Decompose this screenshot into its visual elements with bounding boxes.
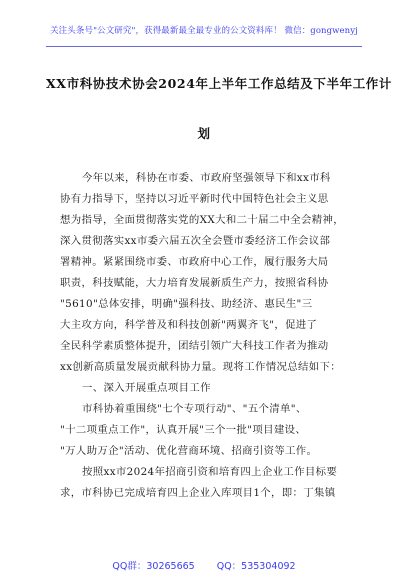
body-line: 深入贯彻落实xx市委六届五次全会暨市委经济工作会议部 xyxy=(60,235,331,247)
document-title-line-1: XX市科协技术协会2024年上半年工作总结及下半年工作计 xyxy=(46,76,392,91)
body-line: 想为指导，全面贯彻落实党的XX大和二十届二中全会精神， xyxy=(60,214,345,226)
body-line: 大主攻方向，科学普及和科技创新"两翼齐飞"，促进了 xyxy=(60,319,318,331)
header-divider xyxy=(46,46,362,47)
body-line: 协有力指导下，坚持以习近平新时代中国特色社会主义思 xyxy=(60,193,329,205)
body-line: xx创新高质量发展贡献科协力量。现将工作情况总结如下： xyxy=(60,361,341,373)
document-body xyxy=(60,168,348,504)
body-line: 今年以来，科协在市委、市政府坚强领导下和xx市科 xyxy=(82,172,331,184)
document-title-line-2: 划 xyxy=(197,126,211,141)
body-line: 全民科学素质整体提升，团结引领广大科技工作者为推动 xyxy=(60,340,329,352)
section-heading: 一、深入开展重点项目工作 xyxy=(82,382,211,394)
body-line: "万人助万企"活动、优化营商环境、招商引资等工作。 xyxy=(60,445,318,457)
body-line: "5610"总体安排，明确"强科技、助经济、惠民生"三 xyxy=(60,298,313,310)
contact-footer xyxy=(0,558,408,572)
body-line: 职责，科技赋能，大力培育发展新质生产力，按照省科协 xyxy=(60,277,329,289)
body-line: 求，市科协已完成培育四上企业入库项目1个，即：丁集镇 xyxy=(60,487,336,499)
qq-contact-text: QQ：535304092 xyxy=(216,561,296,572)
qq-group-text: QQ群：30265665 xyxy=(112,561,195,572)
body-line: 署精神。紧紧围绕市委、市政府中心工作，履行服务大局 xyxy=(60,256,329,268)
body-line: 市科协着重围绕"七个专项行动"、"五个清单"、 xyxy=(82,403,307,415)
promo-banner: 关注头条号"公文研究"，获得最新最全最专业的公文资料库！ 微信：gongwenyj xyxy=(50,26,358,36)
body-line: "十二项重点工作"，认真开展"三个一批"项目建设、 xyxy=(60,424,307,436)
body-line: 按照xx市2024年招商引资和培育四上企业工作目标要 xyxy=(82,466,338,478)
